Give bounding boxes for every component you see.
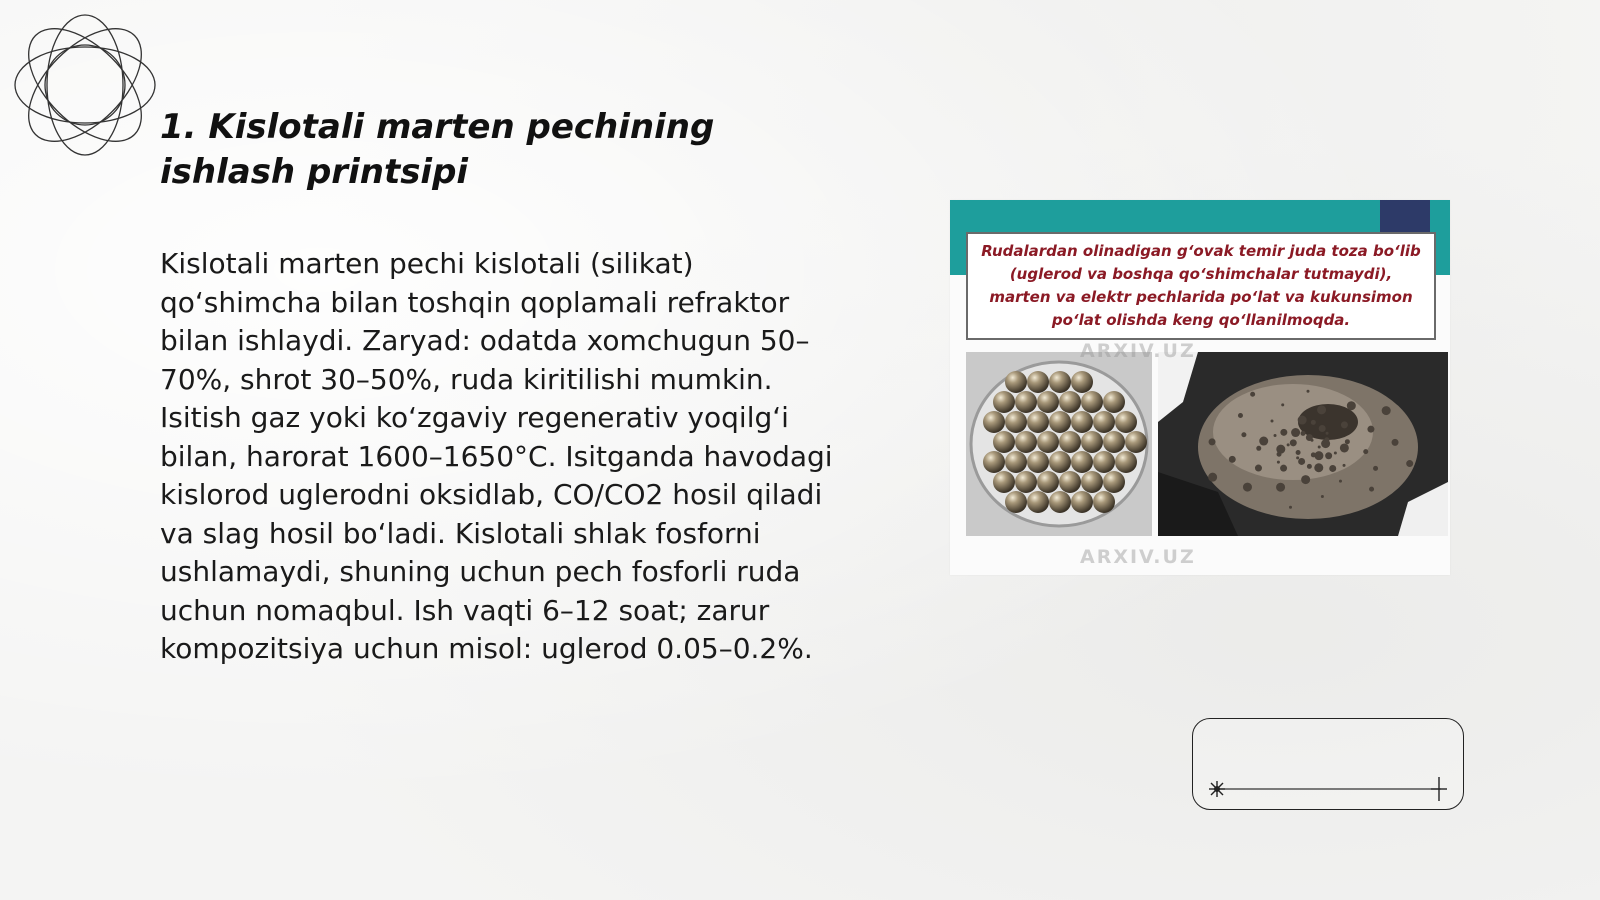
- slide-title: 1. Kislotali marten pechining ishlash printsipi: [160, 107, 715, 192]
- slide-body-text: Kislotali marten pechi kislotali (silikat) qo‘shimcha bilan toshqin qoplamali refraktor bilan ishlaydi. Zaryad: odatda xomchugun 50–70%, shrot 30–50%, ruda kiritilishi mumkin. Isitish gaz yoki ko‘zgaviy regenerativ yoqilg‘i bilan, harorat 1600–1650°C. Isitganda havodagi kislorod uglerodni oksidlab, CO/CO2 hosil qiladi va slag hosil bo‘ladi. Kislotali shlak fosforni ushlamaydi, shuning uchun pech fosforli ruda uchun nomaqbul. Ish vaqti 6–12 soat; zarur kompozitsiya uchun misol: uglerod 0.05–0.2%.: [160, 247, 833, 665]
- porous-iron-image: [1158, 352, 1448, 536]
- metal-balls-image: [966, 352, 1152, 536]
- photo-caption: Rudalardan olinadigan g‘ovak temir juda toza bo‘lib (uglerod va boshqa qo‘shimchalar tutmaydi), marten va elektr pechlarida po‘lat va kukunsimon po‘lat olishda keng qo‘llanilmoqda.: [966, 232, 1436, 340]
- watermark-text: ARXIV.UZ: [1080, 546, 1196, 568]
- decorative-ornament-icon: [10, 10, 160, 160]
- line-star-icon: [1193, 719, 1465, 811]
- ore-photo: [950, 200, 1450, 575]
- slide-decoration-box: [1192, 718, 1464, 810]
- watermark-text: ARXIV.UZ: [1080, 340, 1196, 362]
